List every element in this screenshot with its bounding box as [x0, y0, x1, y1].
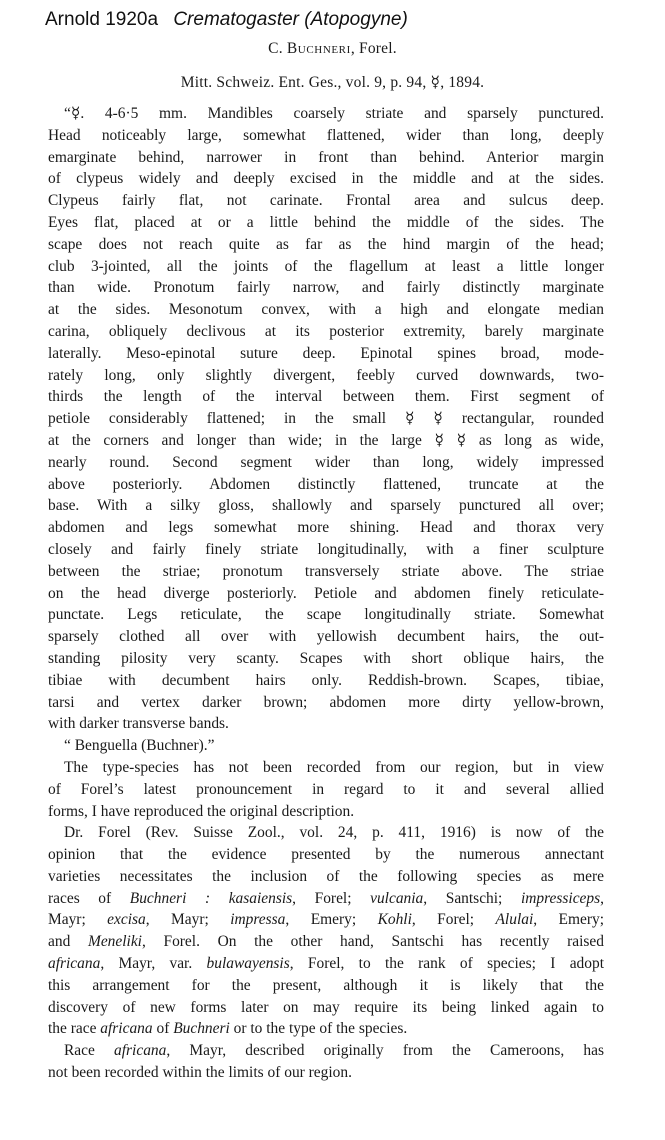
- text-run: Mayr;: [48, 911, 108, 929]
- text-run: of: [152, 1020, 174, 1038]
- text-line: abdomen and legs somewhat more shining. Head and thorax very: [48, 519, 604, 537]
- header-citation: Arnold 1920a: [45, 9, 159, 30]
- text-line: this arrangement for the present, although it is likely that the: [48, 976, 604, 994]
- species-name: Buchneri: [286, 40, 351, 57]
- taxon-name: kasaiensis: [228, 889, 293, 907]
- text-line: at the corners and longer than wide; in the large ☿ ☿ as long as wide,: [48, 431, 604, 449]
- text-line: emarginate behind, narrower in front than behind. Anterior margin: [48, 148, 604, 166]
- text-line: [48, 1040, 604, 1062]
- text-line: rately long, only slightly divergent, feebly curved downwards, two-: [48, 366, 604, 384]
- text-line: scape does not reach quite as far as the hind margin of the head;: [48, 235, 604, 253]
- text-run: [210, 890, 229, 907]
- taxon-name: impressiceps: [520, 889, 601, 907]
- page-header: [45, 9, 408, 31]
- text-run: , Emery;: [285, 911, 378, 929]
- text-line: [48, 909, 604, 931]
- text-run: , Mayr, var.: [100, 955, 207, 973]
- text-run: the race: [48, 1020, 101, 1038]
- species-author: , Forel.: [350, 40, 397, 57]
- text-run: or to the type of the species.: [229, 1020, 408, 1038]
- text-line: carina, obliquely declivous at its posterior extremity, barely marginate: [48, 322, 604, 340]
- text-line: closely and fairly finely striate longitudinally, with a finer sculpture: [48, 540, 604, 558]
- taxon-name: impressa: [230, 911, 286, 929]
- text-line: of clypeus widely and deeply excised in the middle and at the sides.: [48, 170, 604, 188]
- taxon-name: excisa: [107, 911, 146, 929]
- text-run: Race: [64, 1042, 115, 1060]
- text-line: Clypeus fairly flat, not carinate. Frontal area and sulcus deep.: [48, 192, 604, 210]
- header-genus: Crematogaster (Atopogyne): [173, 9, 408, 30]
- taxon-name: Kohli: [377, 911, 412, 929]
- text-line: Head noticeably large, somewhat flattened, wider than long, deeply: [48, 126, 604, 144]
- text-line: on the head diverge posteriorly. Petiole and abdomen finely reticulate-: [48, 584, 604, 602]
- text-line: tibiae with decumbent hairs only. Reddish-brown. Scapes, tibiae,: [48, 671, 604, 689]
- text-line: [48, 953, 604, 975]
- text-run: , Emery;: [533, 911, 604, 929]
- text-line: Dr. Forel (Rev. Suisse Zool., vol. 24, p. 411, 1916) is now of the: [64, 824, 604, 842]
- body-text: [48, 103, 604, 1084]
- text-line: tarsi and vertex darker brown; abdomen more dirty yellow-brown,: [48, 693, 604, 711]
- text-line: varieties necessitates the inclusion of the following species as mere: [48, 867, 604, 885]
- text-line: standing pilosity very scanty. Scapes with short oblique hairs, the: [48, 649, 604, 667]
- species-prefix: C.: [268, 40, 283, 57]
- text-line: Eyes flat, placed at or a little behind the middle of the sides. The: [48, 213, 604, 231]
- taxon-name: Buchneri: [173, 1020, 230, 1038]
- text-line: “☿. 4-6·5 mm. Mandibles coarsely striate and sparsely punctured.: [64, 105, 604, 122]
- taxon-name: Buchneri :: [129, 889, 211, 907]
- remarks-paragraph: [48, 757, 604, 822]
- synonymy-paragraph: [48, 822, 604, 1040]
- species-title: [0, 40, 665, 58]
- text-line: at the sides. Mesonotum convex, with a high and elongate median: [48, 301, 604, 319]
- text-line: above posteriorly. Abdomen distinctly flattened, truncate at the: [48, 475, 604, 493]
- taxon-name: bulawayensis: [206, 955, 290, 973]
- text-line: sparsely clothed all over with yellowish decumbent hairs, the out-: [48, 628, 604, 646]
- taxon-name: africana: [114, 1042, 167, 1060]
- text-run: races of: [48, 889, 130, 907]
- text-run: ,: [600, 889, 604, 907]
- text-line: than wide. Pronotum fairly narrow, and fairly distinctly marginate: [48, 279, 604, 297]
- text-run: , Forel;: [411, 911, 496, 929]
- text-line: between the striae; pronotum transversely striate above. The striae: [48, 562, 604, 580]
- text-line: forms, I have reproduced the original description.: [48, 802, 355, 820]
- race-paragraph: [48, 1040, 604, 1084]
- text-run: and: [48, 933, 88, 951]
- taxon-name: africana: [48, 955, 101, 973]
- text-line: with darker transverse bands.: [48, 715, 229, 733]
- text-line: club 3-jointed, all the joints of the flagellum at least a little longer: [48, 257, 604, 275]
- text-line: laterally. Meso-epinotal suture deep. Epinotal spines broad, mode-: [48, 344, 604, 362]
- original-citation: Mitt. Schweiz. Ent. Ges., vol. 9, p. 94, ☿, 1894.: [180, 74, 485, 91]
- text-line: not been recorded within the limits of our region.: [48, 1064, 352, 1082]
- taxon-name: vulcania: [370, 889, 424, 907]
- text-line: of Forel’s latest pronouncement in regard to it and several allied: [48, 780, 604, 798]
- text-line: petiole considerably flattened; in the small ☿ ☿ rectangular, rounded: [48, 410, 604, 428]
- text-line: thirds the length of the interval between them. First segment of: [48, 388, 604, 406]
- text-line: nearly round. Second segment wider than long, widely impressed: [48, 453, 604, 471]
- text-run: , Mayr, described originally from the Cameroons, has: [166, 1042, 604, 1060]
- description-paragraph: [48, 103, 604, 735]
- text-line: base. With a silky gloss, shallowly and sparsely punctured all over;: [48, 497, 604, 515]
- taxon-name: Meneliki: [87, 933, 142, 951]
- text-line: opinion that the evidence presented by the numerous annectant: [48, 846, 604, 864]
- text-line: [48, 931, 604, 953]
- text-run: , Forel, to the rank of species; I adopt: [289, 955, 604, 973]
- locality-line: “ Benguella (Buchner).”: [64, 737, 215, 755]
- text-line: The type-species has not been recorded from our region, but in view: [64, 758, 604, 776]
- text-run: , Santschi;: [423, 889, 521, 907]
- text-line: discovery of new forms later on may require its being linked again to: [48, 998, 604, 1016]
- text-run: , Mayr;: [145, 911, 231, 929]
- text-run: , Forel;: [292, 889, 371, 907]
- taxon-name: africana: [100, 1020, 153, 1038]
- text-line: [48, 888, 604, 910]
- text-line: [48, 1018, 604, 1040]
- taxon-name: Alulai: [495, 911, 534, 929]
- text-line: punctate. Legs reticulate, the scape longitudinally striate. Somewhat: [48, 606, 604, 624]
- text-run: , Forel. On the other hand, Santschi has recently raised: [141, 933, 604, 951]
